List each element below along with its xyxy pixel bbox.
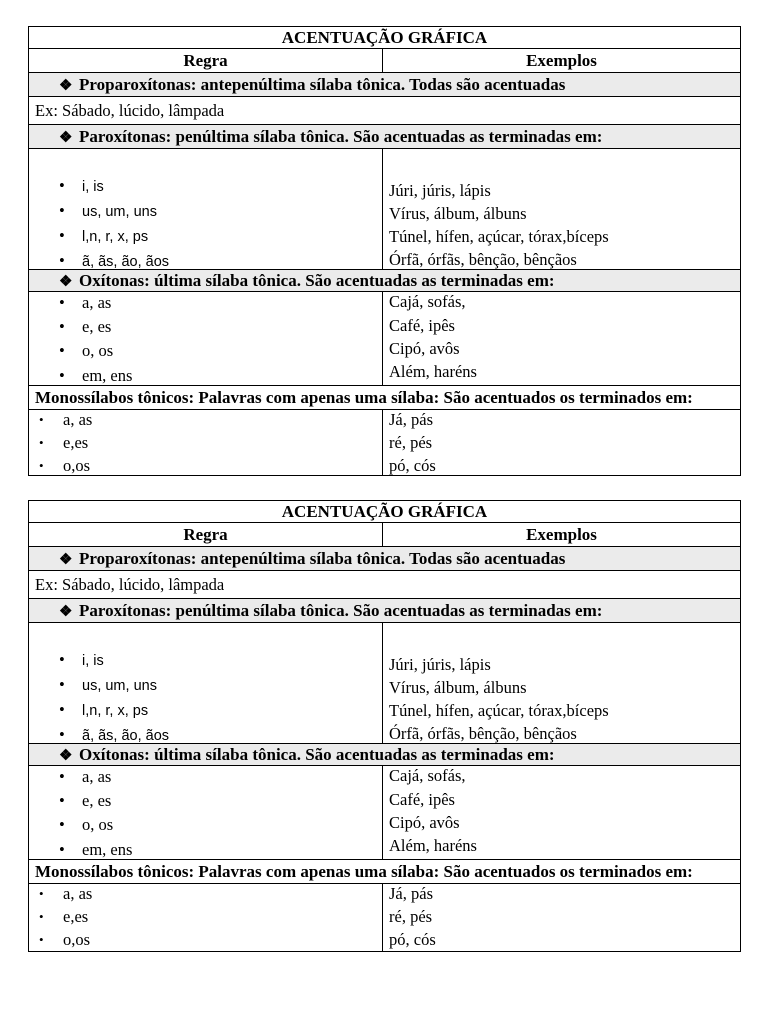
list-item: • em, ens [29, 364, 382, 386]
paroxitonas-content-row [29, 148, 740, 269]
bullet-icon: • [39, 435, 44, 450]
proparoxitonas-example-row [29, 570, 740, 598]
list-item: ré, pés [389, 433, 433, 452]
bullet-icon: • [59, 700, 65, 719]
list-item: pó, cós [389, 930, 436, 949]
column-header-row [29, 522, 740, 546]
diamond-bullet-icon: ❖ [59, 130, 73, 146]
section-heading-row [29, 598, 740, 622]
diamond-bullet-icon: ❖ [59, 604, 73, 620]
list-item: • a, as [39, 884, 93, 903]
list-item: • o,os [29, 454, 382, 476]
monossilabos-rules [29, 410, 383, 475]
column-header-row [29, 48, 740, 72]
proparoxitonas-example: Ex: Sábado, lúcido, lâmpada [35, 101, 225, 120]
list-item: ré, pés [389, 907, 433, 926]
diamond-bullet-icon: ❖ [59, 552, 73, 568]
list-item: • e, es [59, 791, 112, 810]
list-item: Cajá, sofás, [389, 766, 466, 785]
list-item: Além, haréns [389, 362, 477, 381]
diamond-bullet-icon: ❖ [59, 748, 73, 764]
paroxitonas-examples [383, 149, 740, 269]
list-item: Órfã, órfãs, bênção, bênçãos [389, 250, 577, 269]
diamond-bullet-icon: ❖ [59, 78, 73, 94]
list-item: • us, um, uns [29, 198, 382, 223]
paroxitonas-content-row [29, 622, 740, 743]
column-header-rule: Regra [29, 523, 383, 546]
section-heading-row [29, 546, 740, 570]
bullet-icon: • [39, 412, 44, 427]
column-header-rule: Regra [29, 49, 383, 72]
list-item: • em, ens [29, 838, 382, 860]
bullet-icon: • [59, 176, 65, 195]
monossilabos-heading: Monossílabos tônicos: Palavras com apenas uma sílaba: São acentuados os terminados em: [29, 860, 740, 883]
paroxitonas-examples [383, 623, 740, 743]
oxitonas-examples [383, 292, 740, 385]
paroxitonas-rules [29, 623, 383, 743]
monossilabos-examples [383, 884, 740, 951]
list-item: • a, as [59, 293, 112, 312]
list-item: Vírus, álbum, álbuns [389, 204, 527, 223]
list-item: • l,n, r, x, ps [29, 697, 382, 722]
list-item: • e,es [39, 433, 89, 452]
proparoxitonas-heading: Proparoxítonas: antepenúltima sílaba tônica. Todas são acentuadas [79, 549, 566, 568]
section-heading-row [29, 124, 740, 148]
list-item: • ã, ãs, ão, ãos [29, 722, 382, 747]
section-heading-row [29, 385, 740, 409]
paroxitonas-heading: Paroxítonas: penúltima sílaba tônica. São acentuadas as terminadas em: [79, 127, 603, 146]
list-item: Túnel, hífen, açúcar, tórax,bíceps [389, 701, 609, 720]
list-item: Café, ipês [389, 316, 455, 335]
bullet-icon: • [59, 251, 65, 270]
table-title-row [29, 27, 740, 48]
bullet-icon: • [59, 815, 65, 834]
list-item: • us, um, uns [29, 672, 382, 697]
list-item: • l,n, r, x, ps [29, 223, 382, 248]
list-item: Já, pás [389, 884, 433, 903]
list-item: • e, es [59, 317, 112, 336]
proparoxitonas-heading: Proparoxítonas: antepenúltima sílaba tônica. Todas são acentuadas [79, 75, 566, 94]
bullet-icon: • [59, 226, 65, 245]
paroxitonas-rules [29, 149, 383, 269]
bullet-icon: • [59, 791, 65, 810]
list-item: Júri, júris, lápis [389, 655, 491, 674]
oxitonas-examples [383, 766, 740, 859]
list-item: Vírus, álbum, álbuns [389, 678, 527, 697]
list-item: • o, os [59, 341, 114, 360]
list-item: • a, as [59, 767, 112, 786]
proparoxitonas-example-row [29, 96, 740, 124]
diamond-bullet-icon: ❖ [59, 274, 73, 290]
bullet-icon: • [39, 932, 44, 947]
oxitonas-heading: Oxítonas: última sílaba tônica. São acentuadas as terminadas em: [79, 745, 555, 764]
bullet-icon: • [59, 366, 65, 385]
list-item: Já, pás [389, 410, 433, 429]
paroxitonas-heading: Paroxítonas: penúltima sílaba tônica. São acentuadas as terminadas em: [79, 601, 603, 620]
section-heading-row [29, 72, 740, 96]
table-title-row [29, 501, 740, 522]
monossilabos-rules [29, 884, 383, 951]
accent-rules-table-2 [28, 500, 741, 952]
list-item: Cipó, avôs [389, 813, 460, 832]
list-item: Túnel, hífen, açúcar, tórax,bíceps [389, 227, 609, 246]
list-item: Além, haréns [389, 836, 477, 855]
oxitonas-heading: Oxítonas: última sílaba tônica. São acentuadas as terminadas em: [79, 271, 555, 290]
table-title: ACENTUAÇÃO GRÁFICA [281, 502, 488, 521]
monossilabos-content-row [29, 883, 740, 951]
list-item: • o, os [59, 815, 114, 834]
accent-rules-table-1 [28, 26, 741, 476]
proparoxitonas-example: Ex: Sábado, lúcido, lâmpada [35, 575, 225, 594]
bullet-icon: • [59, 317, 65, 336]
monossilabos-heading: Monossílabos tônicos: Palavras com apenas uma sílaba: São acentuados os terminados em: [29, 386, 740, 409]
bullet-icon: • [59, 767, 65, 786]
list-item: • i, is [29, 647, 382, 672]
bullet-icon: • [39, 886, 44, 901]
column-header-examples: Exemplos [526, 525, 597, 544]
bullet-icon: • [39, 458, 44, 473]
list-item: • i, is [29, 173, 382, 198]
bullet-icon: • [39, 909, 44, 924]
list-item: Cajá, sofás, [389, 292, 466, 311]
oxitonas-rules [29, 292, 383, 385]
list-item: • e,es [39, 907, 89, 926]
oxitonas-content-row [29, 765, 740, 859]
list-item: Cipó, avôs [389, 339, 460, 358]
section-heading-row [29, 859, 740, 883]
monossilabos-examples [383, 410, 740, 475]
list-item: • a, as [39, 410, 93, 429]
table-title: ACENTUAÇÃO GRÁFICA [281, 28, 488, 47]
bullet-icon: • [59, 201, 65, 220]
list-item: Júri, júris, lápis [389, 181, 491, 200]
monossilabos-content-row [29, 409, 740, 475]
bullet-icon: • [59, 675, 65, 694]
list-item: • ã, ãs, ão, ãos [29, 248, 382, 273]
bullet-icon: • [59, 650, 65, 669]
oxitonas-rules [29, 766, 383, 859]
list-item: Café, ipês [389, 790, 455, 809]
bullet-icon: • [59, 840, 65, 859]
bullet-icon: • [59, 293, 65, 312]
list-item: Órfã, órfãs, bênção, bênçãos [389, 724, 577, 743]
bullet-icon: • [59, 341, 65, 360]
list-item: • o,os [29, 928, 382, 950]
column-header-examples: Exemplos [526, 51, 597, 70]
list-item: pó, cós [389, 456, 436, 475]
bullet-icon: • [59, 725, 65, 744]
oxitonas-content-row [29, 291, 740, 385]
